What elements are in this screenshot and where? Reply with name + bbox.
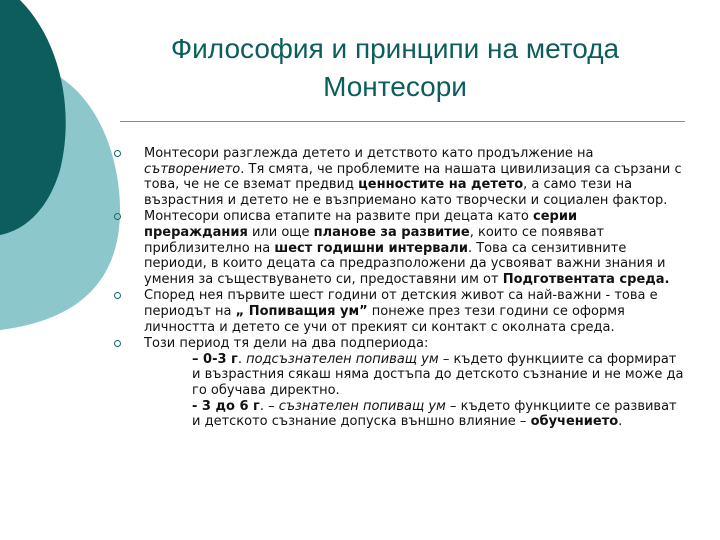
bold-text: серии прераждания [144, 209, 578, 240]
text: . Тя смята, че проблемите на нашата цивилизация са сързани с това, че не се вземат предвид [144, 161, 682, 193]
text: , които се появяват приблизително на [144, 224, 605, 256]
bullet-item [144, 209, 684, 287]
text: . [618, 414, 623, 430]
emphasis: подсъзнателен попиващ ум [246, 351, 439, 367]
text: , а само тези на възрастния и детето не е възприемано като творчески и социален фактор. [144, 177, 668, 208]
bold-text: „ Попиващия ум” [235, 303, 368, 319]
bold-text: Подготвентата среда. [502, 271, 670, 287]
bold-text: ценностите на детето [358, 177, 524, 193]
bold-text: планове за развитие [313, 224, 470, 240]
bold-text: шест годишни интервали [274, 240, 468, 256]
bullet-circle-icon [114, 150, 121, 157]
bullet-item [144, 288, 684, 335]
bullet-item [144, 336, 684, 430]
text: . [237, 351, 247, 367]
title-line-2: Монтесори [323, 71, 467, 102]
text: Монтесори разглежда детето и детството като продължение на [144, 146, 594, 161]
text: Според нея първите шест години от детския живот са най-важни - това е периодът на [144, 288, 658, 319]
emphasis: съзнателен попиващ ум [278, 398, 446, 414]
text: . Това са сензитивните периоди, в които децата са предразположени да усвояват важни знания и умения за съществуването си, предоставяни им от [144, 240, 666, 287]
page-title [130, 30, 660, 106]
bold-text: – 0-3 г [192, 351, 238, 367]
text: – където функциите се развиват и детското съзнание допуска външно влияние – [192, 398, 677, 430]
bullet-item [144, 146, 684, 208]
title-divider [120, 121, 685, 122]
content-body [144, 146, 684, 431]
text: . – [259, 398, 279, 414]
emphasis: сътворението [144, 161, 241, 177]
subperiod-0-3 [144, 352, 684, 399]
text: понеже през тези години се оформя личността и детето се учи от прекият си контакт с околната среда. [144, 303, 625, 335]
slide-decoration [0, 0, 130, 540]
title-line-1: Философия и принципи на метода [170, 33, 620, 64]
text: Монтесори описва етапите на развите при децата като [144, 209, 533, 225]
bold-text: - 3 до 6 г [192, 398, 260, 414]
text: – където функциите са формират и възрастния сякаш няма достъпа до детското съзнание и не може да го обучава директно. [192, 351, 684, 398]
subperiod-3-6 [144, 399, 684, 430]
text: Този период тя дели на два подпериода: [144, 336, 429, 352]
text: или още [247, 224, 314, 240]
bold-text: обучението [530, 414, 619, 430]
